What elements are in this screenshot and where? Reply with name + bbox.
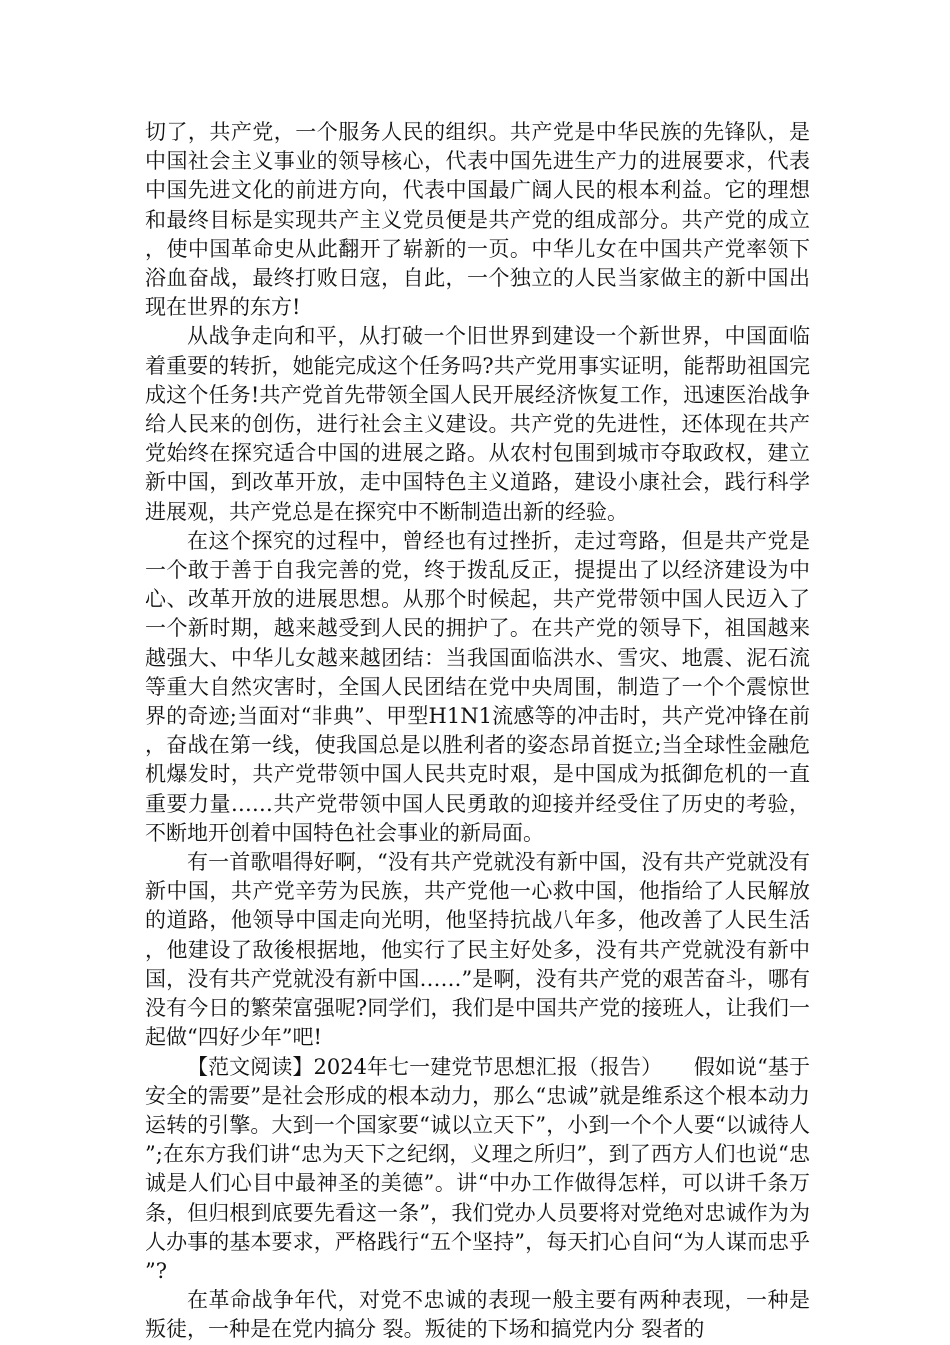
paragraph-3: 在这个探究的过程中，曾经也有过挫折，走过弯路，但是共产党是一个敢于善于自我完善的党，终于拨乱反正，提提出了以经济建设为中心、改革开放的进展思想。从那个时候起，共产党带领中国人民迈入了一个新时期，越来越受到人民的拥护了。在共产党的领导下，祖国越来越强大、中华儿女越来越团结：当我国面临洪水、雪灾、地震、泥石流等重大自然灾害时，全国人民团结在党中央周围，制造了一个个震惊世界的奇迹;当面对“非典”、甲型H1N1流感等的冲击时，共产党冲锋在前，奋战在第一线，使我国总是以胜利者的姿态昂首挺立;当全球性金融危机爆发时，共产党带领中国人民共克时艰，是中国成为抵御危机的一直重要力量……共产党带领中国人民勇敢的迎接并经受住了历史的考验，不断地开创着中国特色社会事业的新局面。 [145,528,810,845]
paragraph-6: 在革命战争年代，对党不忠诚的表现一般主要有两种表现，一种是叛徒，一种是在党内搞分 裂。叛徒的下场和搞党内分 裂者的 [145,1288,810,1342]
document-page [145,118,810,1345]
paragraph-4: 有一首歌唱得好啊，“没有共产党就没有新中国，没有共产党就没有新中国，共产党辛劳为民族，共产党他一心救中国，他指给了人民解放的道路，他领导中国走向光明，他坚持抗战八年多，他改善了人民生活，他建设了敌後根据地，他实行了民主好处多，没有共产党就没有新中国，没有共产党就没有新中国……”是啊，没有共产党的艰苦奋斗，哪有没有今日的繁荣富强呢?同学们，我们是中国共产党的接班人，让我们一起做“四好少年”吧! [145,850,810,1050]
paragraph-2: 从战争走向和平，从打破一个旧世界到建设一个新世界，中国面临着重要的转折，她能完成这个任务吗?共产党用事实证明，能帮助祖国完成这个任务!共产党首先带领全国人民开展经济恢复工作，迅速医治战争给人民来的创伤，进行社会主义建设。共产党的先进性，还体现在共产党始终在探究适合中国的进展之路。从农村包围到城市夺取政权，建立新中国，到改革开放，走中国特色主义道路，建设小康社会，践行科学进展观，共产党总是在探究中不断制造出新的经验。 [145,324,810,524]
paragraph-1: 切了，共产党，一个服务人民的组织。共产党是中华民族的先锋队，是中国社会主义事业的领导核心，代表中国先进生产力的进展要求，代表中国先进文化的前进方向，代表中国最广阔人民的根本利益。它的理想和最终目标是实现共产主义党员便是共产党的组成部分。共产党的成立，使中国革命史从此翻开了崭新的一页。中华儿女在中国共产党率领下浴血奋战，最终打败日寇，自此，一个独立的人民当家做主的新中国出现在世界的东方! [145,120,810,320]
paragraph-5: 【范文阅读】2024年七一建党节思想汇报（报告） 假如说“基于安全的需要”是社会形成的根本动力，那么“忠诚”就是维系这个根本动力运转的引擎。大到一个国家要“诚以立天下”，小到一个个人要“以诚待人”;在东方我们讲“忠为天下之纪纲，义理之所归”，到了西方人们也说“忠诚是人们心目中最神圣的美德”。讲“中办工作做得怎样，可以讲千条万条，但归根到底要先看这一条”，我们党办人员要将对党绝对忠诚作为为人办事的基本要求，严格践行“五个坚持”，每天扪心自问“为人谋而忠乎”? [145,1054,810,1283]
